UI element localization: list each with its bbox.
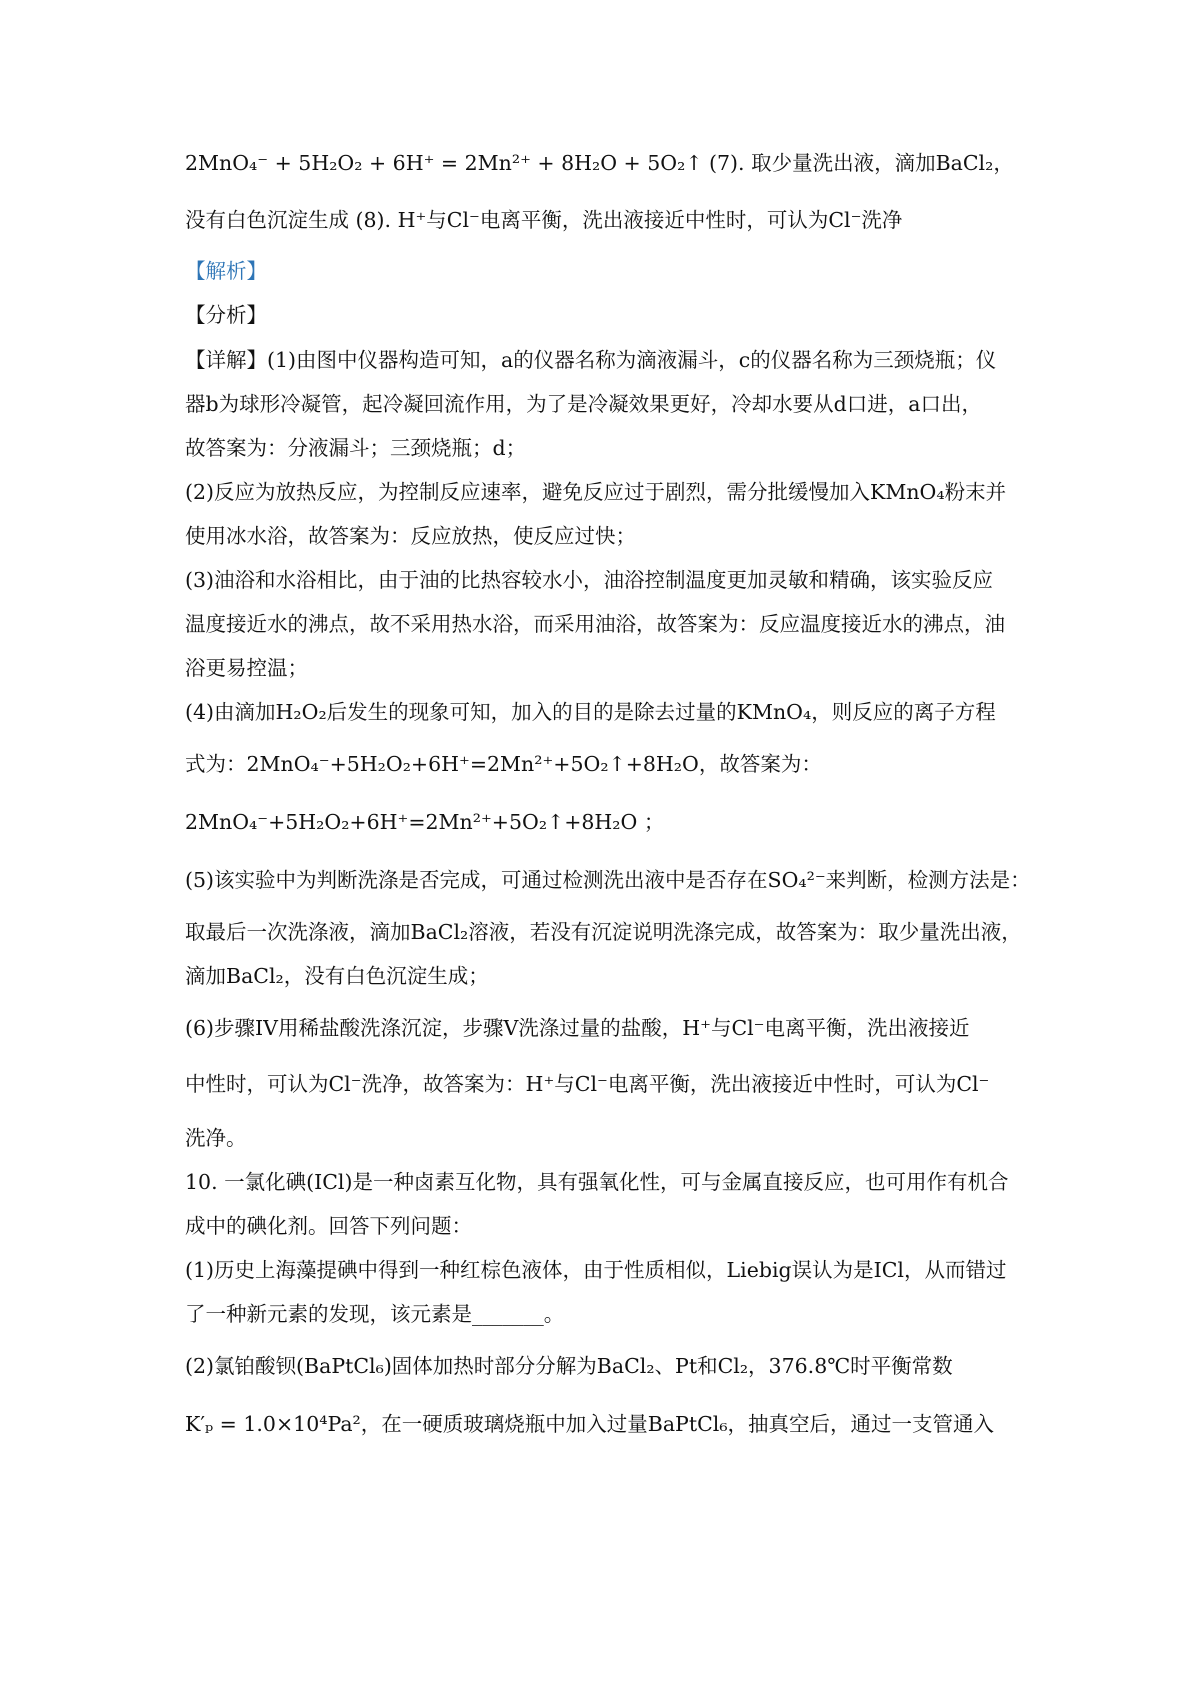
detail-line-16: 中性时，可认为Cl⁻洗净，故答案为：H⁺与Cl⁻电离平衡，洗出液接近中性时，可认为Cl⁻	[185, 1072, 990, 1096]
answer-line-2: 没有白色沉淀生成 (8). H⁺与Cl⁻电离平衡，洗出液接近中性时，可认为Cl⁻洗净	[185, 208, 903, 232]
answer-line-1: 2MnO₄⁻ + 5H₂O₂ + 6H⁺ = 2Mn²⁺ + 8H₂O + 5O₂↑ (7). 取少量洗出液，滴加BaCl₂，	[185, 151, 1014, 175]
detail-line-14: 滴加BaCl₂，没有白色沉淀生成；	[185, 964, 489, 988]
detail-line-17: 洗净。	[185, 1126, 247, 1150]
detail-line-2: 器b为球形冷凝管，起冷凝回流作用，为了是冷凝效果更好，冷却水要从d口进，a口出，	[185, 392, 982, 416]
question-line-6: K′ₚ = 1.0×10⁴Pa²，在一硬质玻璃烧瓶中加入过量BaPtCl₆，抽真空后，通过一支管通入	[185, 1412, 995, 1436]
detail-line-11: 2MnO₄⁻+5H₂O₂+6H⁺=2Mn²⁺+5O₂↑+8H₂O ；	[185, 810, 665, 834]
question-line-3: (1)历史上海藻提碘中得到一种红棕色液体，由于性质相似，Liebig误认为是ICl，从而错过	[185, 1258, 1007, 1282]
question-line-1: 10. 一氯化碘(ICl)是一种卤素互化物，具有强氧化性，可与金属直接反应，也可用作有机合	[185, 1170, 1009, 1194]
question-line-4: 了一种新元素的发现，该元素是_______。	[185, 1302, 565, 1326]
question-line-2: 成中的碘化剂。回答下列问题：	[185, 1214, 472, 1238]
detail-line-13: 取最后一次洗涤液，滴加BaCl₂溶液，若没有沉淀说明洗涤完成，故答案为：取少量洗出液，	[185, 920, 1022, 944]
detail-line-1: 【详解】(1)由图中仪器构造可知，a的仪器名称为滴液漏斗，c的仪器名称为三颈烧瓶；仪	[185, 348, 997, 372]
detail-line-4: (2)反应为放热反应，为控制反应速率，避免反应过于剧烈，需分批缓慢加入KMnO₄粉末并	[185, 480, 1007, 504]
detail-line-5: 使用冰水浴，故答案为：反应放热，使反应过快；	[185, 524, 636, 548]
detail-line-3: 故答案为：分液漏斗；三颈烧瓶；d；	[185, 436, 527, 460]
detail-line-7: 温度接近水的沸点，故不采用热水浴，而采用油浴，故答案为：反应温度接近水的沸点，油	[185, 612, 1005, 636]
detail-line-9: (4)由滴加H₂O₂后发生的现象可知，加入的目的是除去过量的KMnO₄，则反应的离子方程	[185, 700, 996, 724]
detail-line-10: 式为：2MnO₄⁻+5H₂O₂+6H⁺=2Mn²⁺+5O₂↑+8H₂O，故答案为：	[185, 752, 822, 776]
detail-line-8: 浴更易控温；	[185, 656, 308, 680]
question-line-5: (2)氯铂酸钡(BaPtCl₆)固体加热时部分分解为BaCl₂、Pt和Cl₂，376.8℃时平衡常数	[185, 1354, 953, 1378]
detail-line-12: (5)该实验中为判断洗涤是否完成，可通过检测洗出液中是否存在SO₄²⁻来判断，检测方法是：	[185, 868, 1031, 892]
section-heading-analysis: 【解析】	[185, 261, 267, 283]
detail-line-6: (3)油浴和水浴相比，由于油的比热容较水小，油浴控制温度更加灵敏和精确，该实验反应	[185, 568, 994, 592]
section-heading-fenxi: 【分析】	[185, 305, 267, 327]
detail-line-15: (6)步骤IV用稀盐酸洗涤沉淀，步骤V洗涤过量的盐酸，H⁺与Cl⁻电离平衡，洗出液接近	[185, 1016, 970, 1040]
